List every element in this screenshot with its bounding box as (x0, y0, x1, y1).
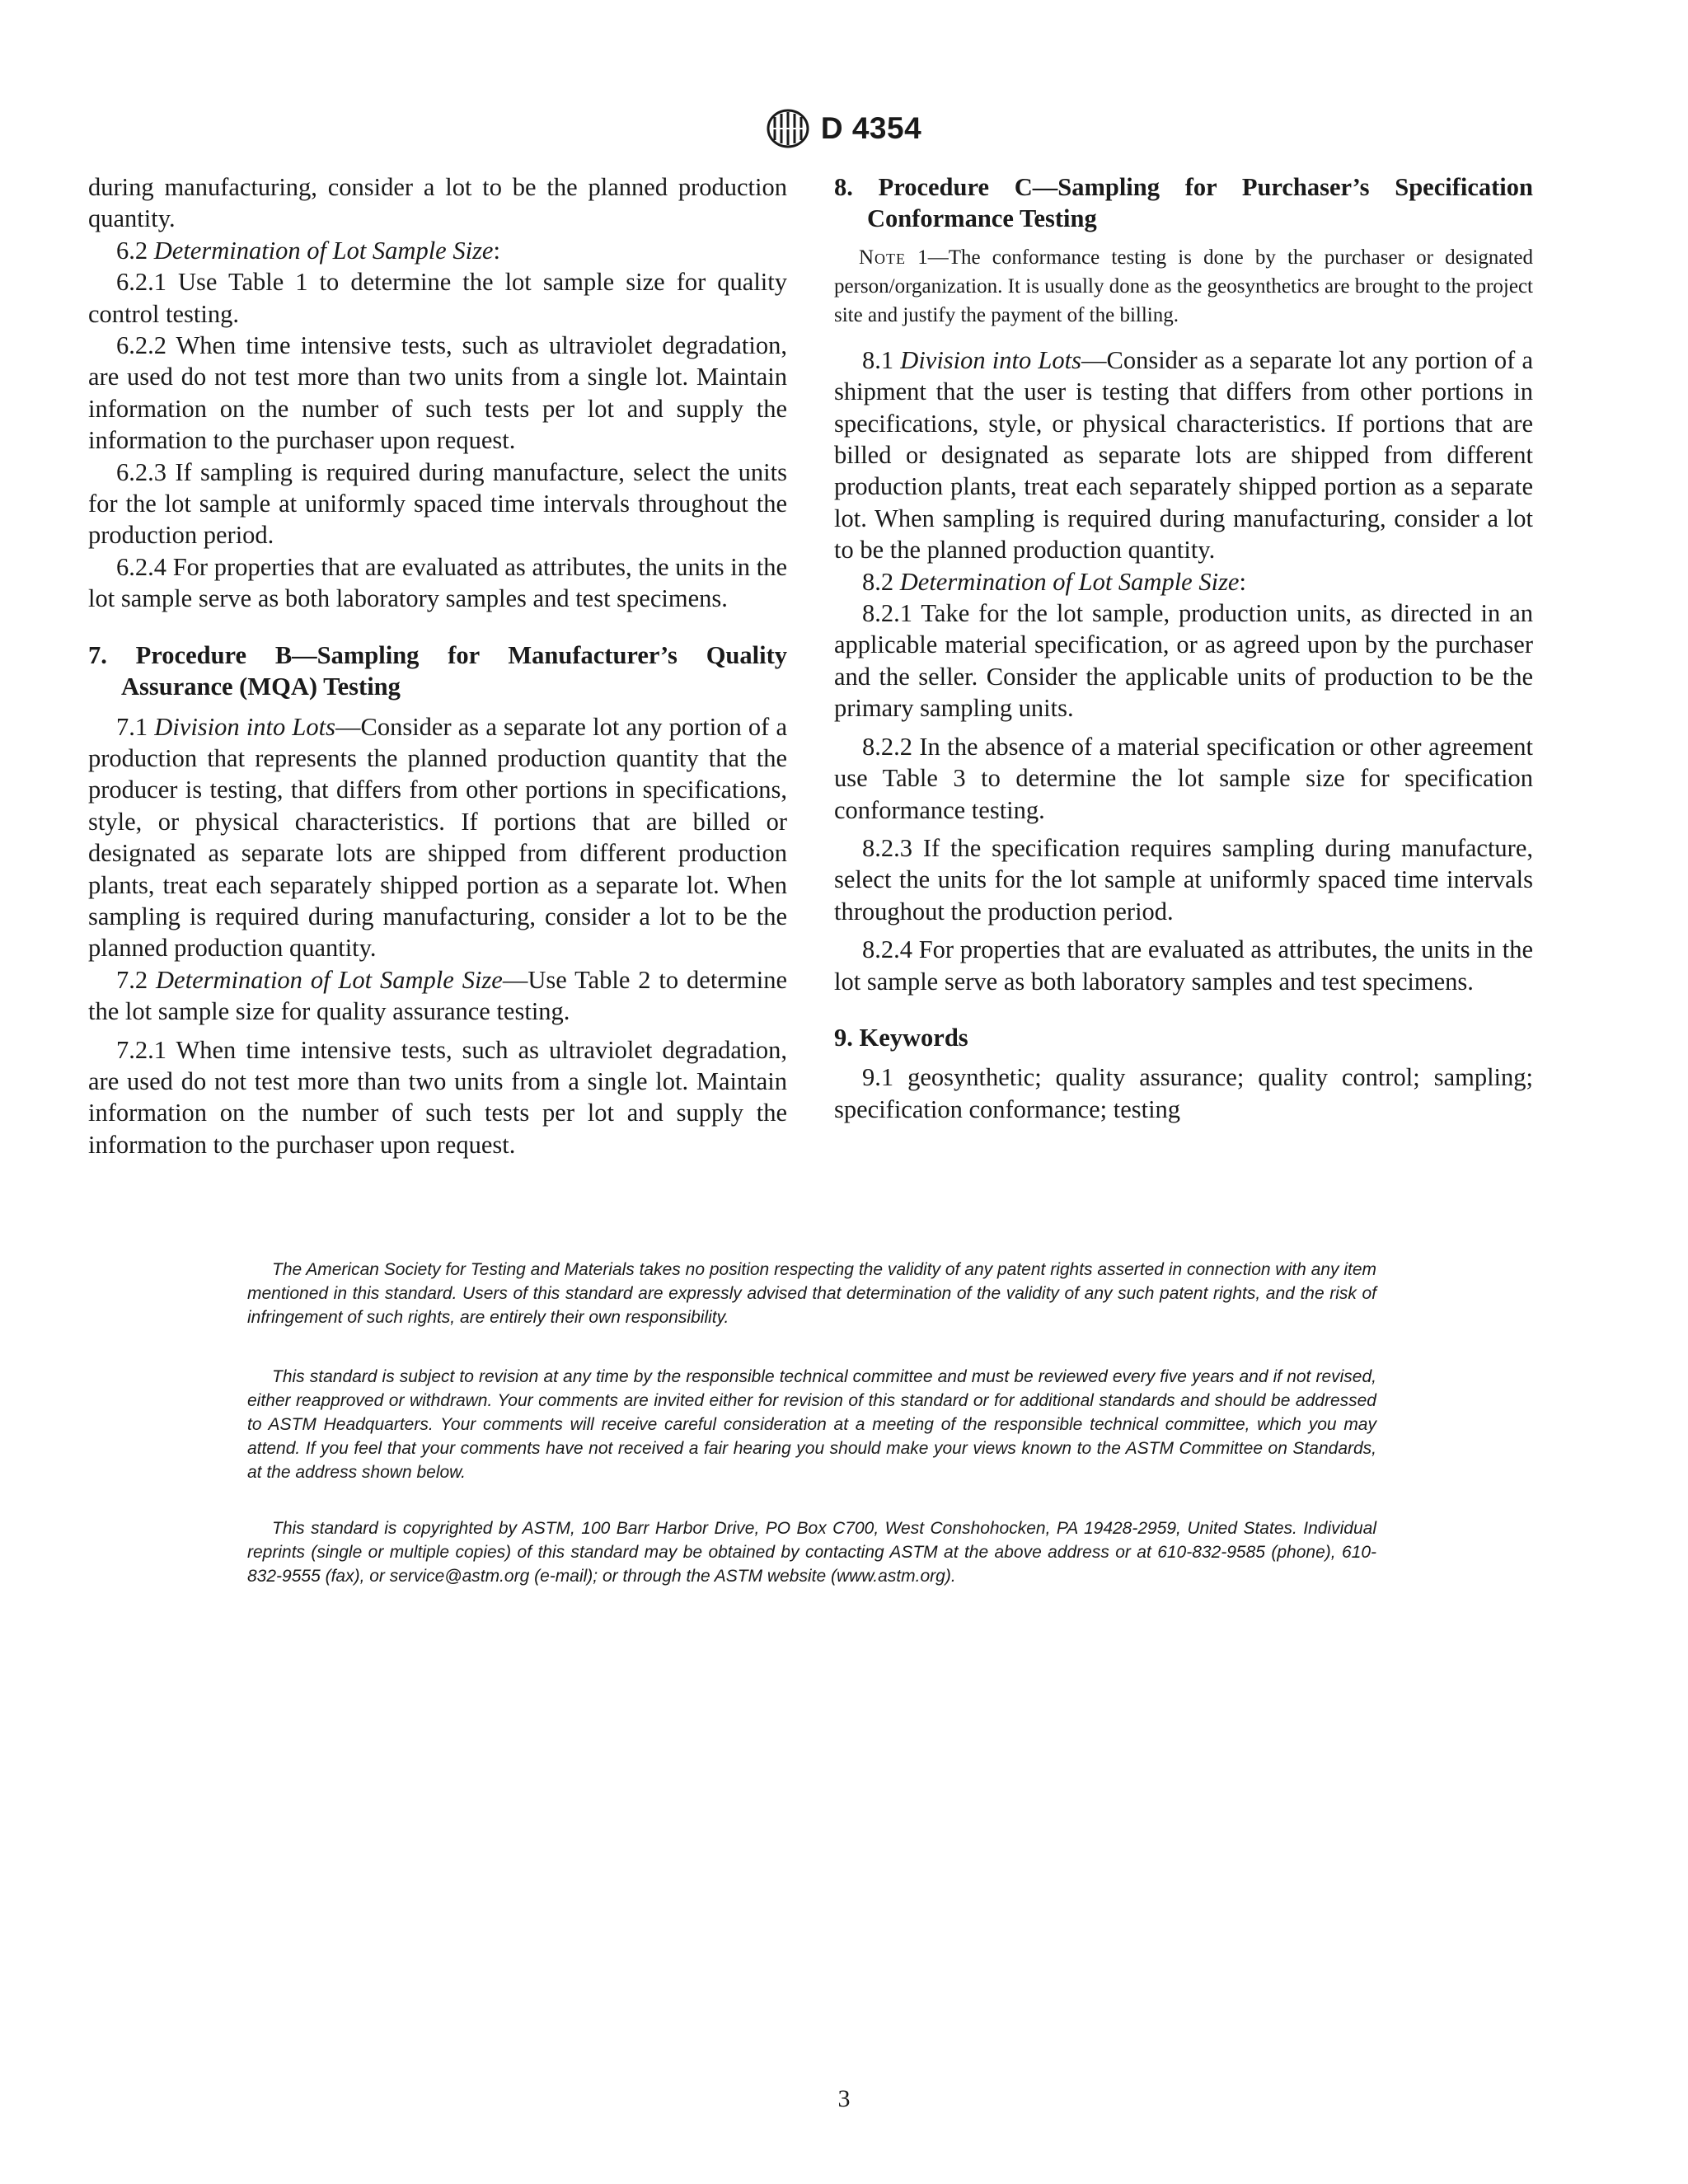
section-6-2: 6.2 Determination of Lot Sample Size: (116, 236, 500, 265)
section-7-2: 7.2 Determination of Lot Sample Size—Use Table 2 to determine the lot sample size for quality assurance testing. (88, 965, 787, 1026)
footer-revision-notice: This standard is subject to revision at any time by the responsible technical committee and must be reviewed every five years and if not revised, either reapproved or withdrawn. Your comments are invited either for revision of this standard or for additional standards and should be addressed to ASTM Headquarters. Your comments will receive careful consideration at a meeting of the responsible technical committee, which you may attend. If you feel that your comments have not received a fair hearing you should make your views known to the ASTM Committee on Standards, at the address shown below. (247, 1367, 1376, 1482)
note-label: Note (859, 246, 907, 269)
section-8-2: 8.2 Determination of Lot Sample Size: (862, 567, 1246, 596)
section-7-2-1: 7.2.1 When time intensive tests, such as ultraviolet degradation, are used do not test more than two units from a single lot. Maintain information on the number of such tests per lot and supply the information to the purchaser upon request. (88, 1035, 787, 1159)
astm-logo-icon (767, 109, 809, 148)
footer-patent-notice: The American Society for Testing and Materials takes no position respecting the validity of any patent rights asserted in connection with any item mentioned in this standard. Users of this standard are expressly advised that determination of the validity of any such patent rights, and the risk of infringement of such rights, are entirely their own responsibility. (247, 1260, 1376, 1327)
section-9-heading: 9. Keywords (834, 1023, 968, 1052)
page-number: 3 (837, 2085, 851, 2112)
section-7-heading: 7. Procedure B—Sampling for Manufacturer’s Quality Assurance (MQA) Testing (88, 640, 787, 701)
section-6-2-3: 6.2.3 If sampling is required during manufacture, select the units for the lot sample at uniformly spaced time intervals throughout the production period. (88, 457, 787, 550)
left-column (88, 171, 787, 1160)
right-column (834, 171, 1533, 1125)
page-header (0, 109, 1688, 152)
section-6-2-1: 6.2.1 Use Table 1 to determine the lot sample size for quality control testing. (88, 268, 787, 328)
footer-copyright-notice: This standard is copyrighted by ASTM, 100 Barr Harbor Drive, PO Box C700, West Conshohocken, PA 19428-2959, United States. Individual reprints (single or multiple copies) of this standard may be obtained by contacting ASTM at the above address or at 610-832-9585 (phone), 610-832-9555 (fax), or service@astm.org (e-mail); or through the ASTM website (www.astm.org). (247, 1519, 1376, 1586)
section-8-2-3: 8.2.3 If the specification requires sampling during manufacture, select the units for the lot sample at uniformly spaced time intervals throughout the production period. (834, 833, 1533, 926)
section-6-2-4: 6.2.4 For properties that are evaluated as attributes, the units in the lot sample serve as both laboratory samples and test specimens. (88, 552, 787, 613)
note-1: Note 1—The conformance testing is done by the purchaser or designated person/organization. It is usually done as the geosynthetics are brought to the project site and justify the payment of the billing. (834, 246, 1533, 326)
section-6-2-2: 6.2.2 When time intensive tests, such as ultraviolet degradation, are used do not test more than two units from a single lot. Maintain information on the number of such tests per lot and supply the information to the purchaser upon request. (88, 331, 787, 455)
section-8-heading: 8. Procedure C—Sampling for Purchaser’s Specification Conformance Testing (834, 173, 1533, 233)
section-8-2-2: 8.2.2 In the absence of a material specification or other agreement use Table 3 to determine the lot sample size for specification conformance testing. (834, 732, 1533, 824)
section-8-2-4: 8.2.4 For properties that are evaluated as attributes, the units in the lot sample serve as both laboratory samples and test specimens. (834, 935, 1533, 996)
continued-paragraph: during manufacturing, consider a lot to be the planned production quantity. (88, 173, 787, 233)
section-7-1: 7.1 Division into Lots—Consider as a separate lot any portion of a production that represents the planned production quantity that the producer is testing, that differs from other portions in specifications, style, or physical characteristics. If portions that are billed or designated as separate lots are shipped from different production plants, treat each separately shipped portion as a separate lot. When sampling is required during manufacturing, consider a lot to be the planned production quantity. (88, 712, 788, 963)
section-9-1: 9.1 geosynthetic; quality assurance; quality control; sampling; specification conformance; testing (834, 1063, 1533, 1123)
section-8-1: 8.1 Division into Lots—Consider as a separate lot any portion of a shipment that the user is testing that differs from other portions in specifications, style, or physical characteristics. If portions that are billed or designated as separate lots are shipped from different production plants, treat each separately shipped portion as a separate lot. When sampling is required during manufacturing, consider a lot to be the planned production quantity. (834, 345, 1534, 565)
document-designation: D 4354 (820, 111, 922, 145)
section-8-2-1: 8.2.1 Take for the lot sample, production units, as directed in an applicable material specification, or as agreed upon by the purchaser and the seller. Consider the applicable units of production to be the primary sampling units. (834, 599, 1533, 723)
